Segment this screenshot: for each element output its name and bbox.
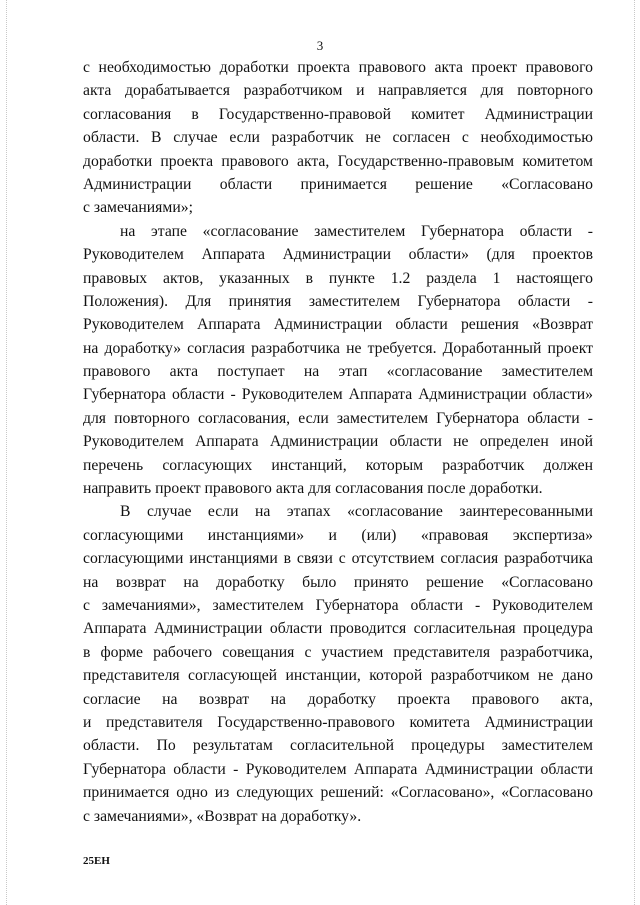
text-line: с замечаниями», «Возврат на доработку». [83, 807, 362, 825]
text-line: Аппарата Администрации области проводится согласительная процедура [83, 620, 593, 638]
text-line: Губернатора области - Руководителем Аппарата Администрации области» [83, 386, 593, 404]
text-line: Губернатора области - Руководителем Аппарата Администрации области [83, 760, 593, 778]
text-line: правового акта поступает на этап «согласование заместителем [83, 363, 593, 381]
scan-edge-right [634, 0, 636, 905]
text-line: акта дорабатывается разработчиком и направляется для повторного [83, 82, 593, 100]
text-line: правовых актов, указанных в пункте 1.2 раздела 1 настоящего [83, 269, 593, 287]
text-line: Положения). Для принятия заместителем Губернатора области - [83, 292, 593, 310]
text-line: перечень согласующих инстанций, которым разработчик должен [83, 456, 593, 474]
page-number: 3 [316, 38, 324, 53]
text-line: В случае если на этапах «согласование заинтересованными [120, 503, 593, 521]
text-line: согласования в Государственно-правовой комитет Администрации [83, 105, 593, 123]
text-line: Руководителем Аппарата Администрации области» (для проектов [83, 246, 593, 264]
text-line: на этапе «согласование заместителем Губернатора области - [120, 222, 593, 240]
text-line: области. В случае если разработчик не согласен с необходимостью [83, 129, 593, 147]
text-line: для повторного согласования, если заместителем Губернатора области - [83, 409, 593, 427]
text-line: согласие на возврат на доработку проекта правового акта, [83, 690, 593, 708]
text-line: представителя согласующей инстанции, которой разработчиком не дано [83, 667, 593, 685]
text-line: на доработку» согласия разработчика не требуется. Доработанный проект [83, 339, 593, 357]
text-line: Руководителем Аппарата Администрации области не определен иной [83, 433, 593, 451]
text-line: согласующими инстанциями в связи с отсутствием согласия разработчика [83, 550, 593, 568]
text-line: на возврат на доработку было принято решение «Согласовано [83, 573, 593, 591]
text-line: с необходимостью доработки проекта правового акта проект правового [83, 59, 593, 76]
text-line: области. По результатам согласительной процедуры заместителем [83, 737, 593, 755]
text-line: Руководителем Аппарата Администрации области решения «Возврат [83, 316, 593, 334]
text-line: доработки проекта правового акта, Государственно-правовым комитетом [83, 152, 593, 170]
text-line: в форме рабочего совещания с участием представителя разработчика, [83, 643, 593, 661]
text-line: с замечаниями»; [83, 199, 193, 217]
text-line: принимается одно из следующих решений: «Согласовано», «Согласовано [83, 784, 593, 802]
text-line: Администрации области принимается решение «Согласовано [83, 175, 593, 193]
text-line: с замечаниями», заместителем Губернатора области - Руководителем [83, 596, 593, 614]
scan-edge-left [6, 0, 8, 905]
text-line: согласующими инстанциями» и (или) «правовая экспертиза» [83, 526, 593, 544]
text-line: направить проект правового акта для согласования после доработки. [83, 480, 543, 498]
footer-code: 25ЕН [83, 855, 110, 867]
text-line: и представителя Государственно-правового комитета Администрации [83, 713, 593, 731]
body-text [83, 56, 593, 828]
